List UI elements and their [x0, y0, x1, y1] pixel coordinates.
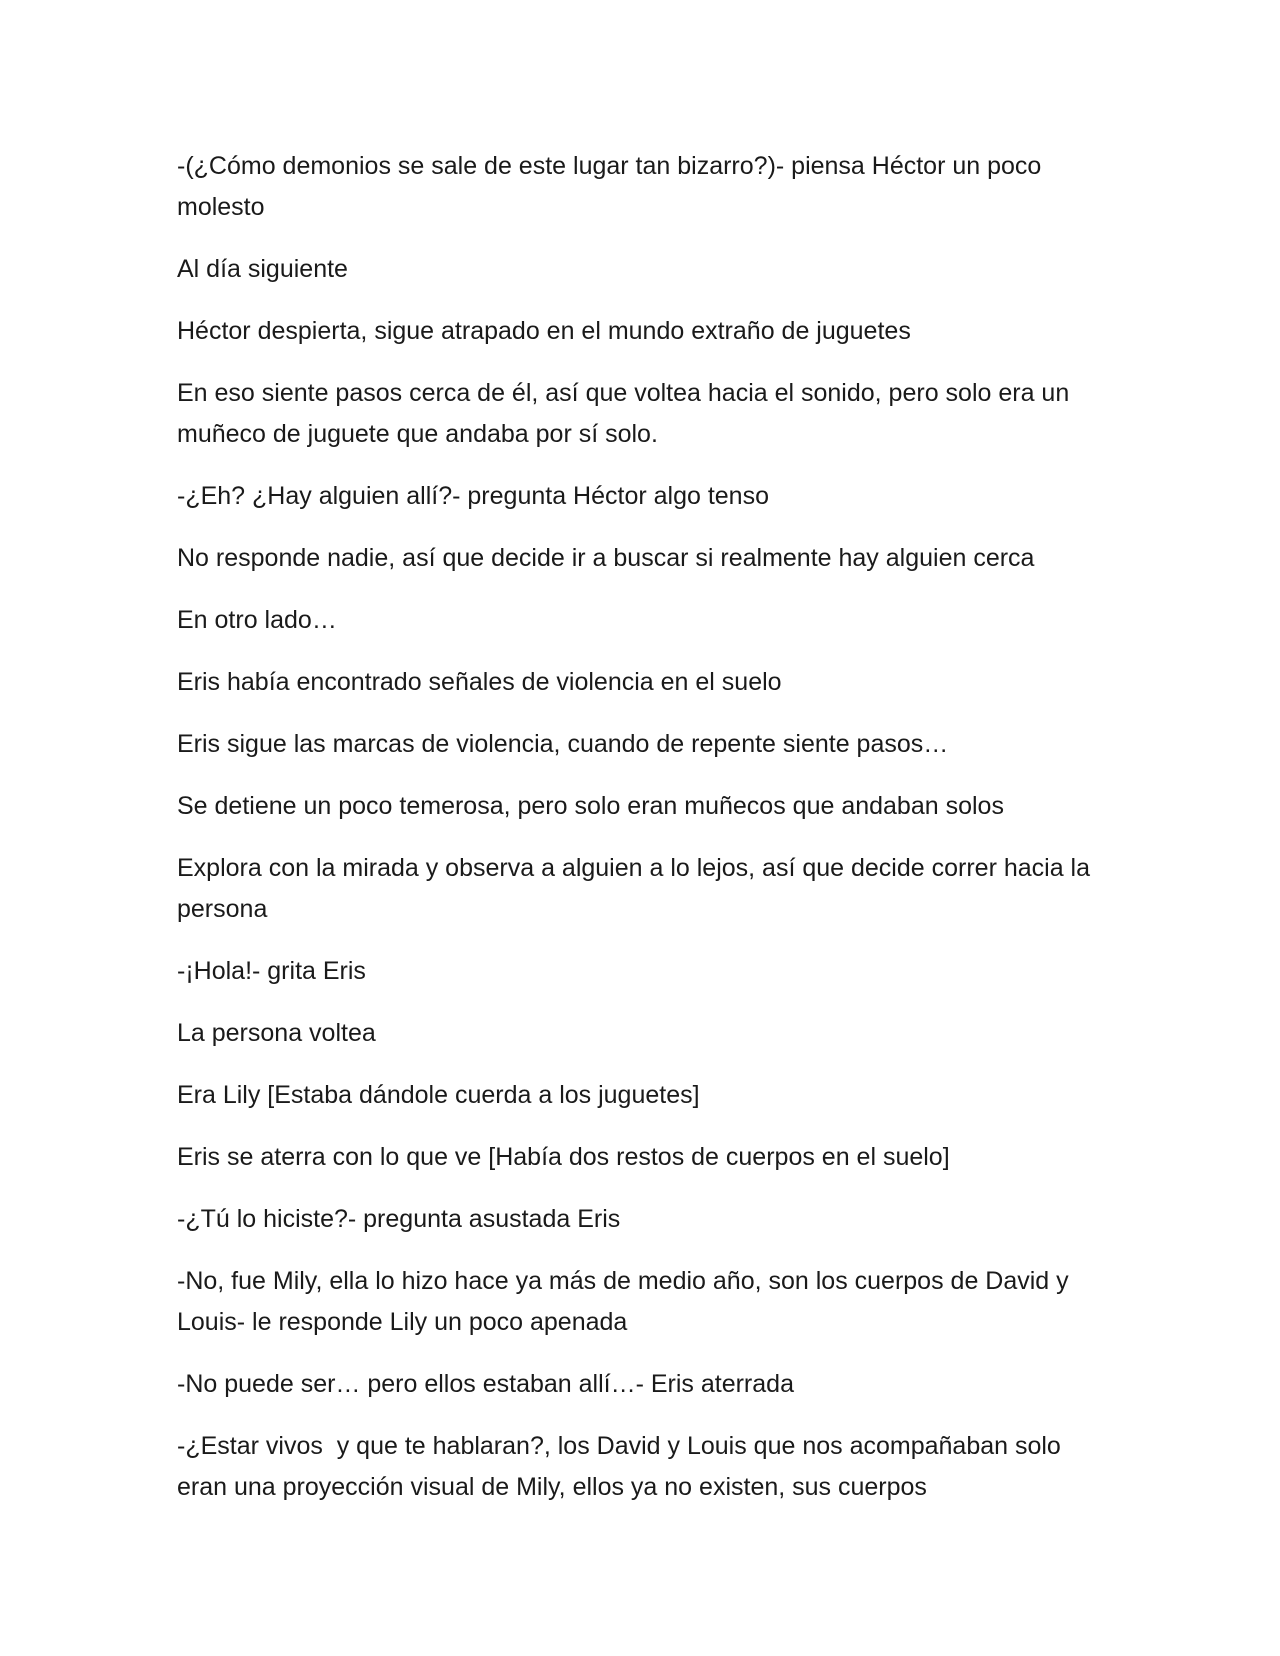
paragraph-7: En otro lado… — [177, 606, 337, 634]
paragraph-5: -¿Eh? ¿Hay alguien allí?- pregunta Héctor algo tenso — [177, 482, 769, 510]
paragraph-18: -No puede ser… pero ellos estaban allí…- Eris aterrada — [177, 1370, 794, 1398]
paragraph-14: Era Lily [Estaba dándole cuerda a los juguetes] — [177, 1081, 700, 1109]
paragraph-11: Explora con la mirada y observa a alguien a lo lejos, así que decide correr hacia la persona — [177, 854, 1097, 923]
paragraph-6: No responde nadie, así que decide ir a buscar si realmente hay alguien cerca — [177, 544, 1035, 572]
paragraph-10: Se detiene un poco temerosa, pero solo eran muñecos que andaban solos — [177, 792, 1004, 820]
paragraph-8: Eris había encontrado señales de violencia en el suelo — [177, 668, 782, 696]
paragraph-17: -No, fue Mily, ella lo hizo hace ya más de medio año, son los cuerpos de David y Louis- le responde Lily un poco apenada — [177, 1267, 1076, 1336]
paragraph-19: -¿Estar vivos y que te hablaran?, los David y Louis que nos acompañaban solo eran una proyección visual de Mily, ellos ya no existen, sus cuerpos — [177, 1432, 1068, 1501]
paragraph-9: Eris sigue las marcas de violencia, cuando de repente siente pasos… — [177, 730, 949, 758]
paragraph-3: Héctor despierta, sigue atrapado en el mundo extraño de juguetes — [177, 317, 911, 345]
document-body — [177, 146, 1107, 1529]
paragraph-2: Al día siguiente — [177, 255, 348, 283]
paragraph-1: -(¿Cómo demonios se sale de este lugar tan bizarro?)- piensa Héctor un poco molesto — [177, 152, 1049, 221]
paragraph-16: -¿Tú lo hiciste?- pregunta asustada Eris — [177, 1205, 621, 1233]
paragraph-13: La persona voltea — [177, 1019, 376, 1047]
paragraph-4: En eso siente pasos cerca de él, así que voltea hacia el sonido, pero solo era un muñeco de juguete que andaba por sí solo. — [177, 379, 1077, 448]
paragraph-15: Eris se aterra con lo que ve [Había dos restos de cuerpos en el suelo] — [177, 1143, 950, 1171]
paragraph-12: -¡Hola!- grita Eris — [177, 957, 366, 985]
